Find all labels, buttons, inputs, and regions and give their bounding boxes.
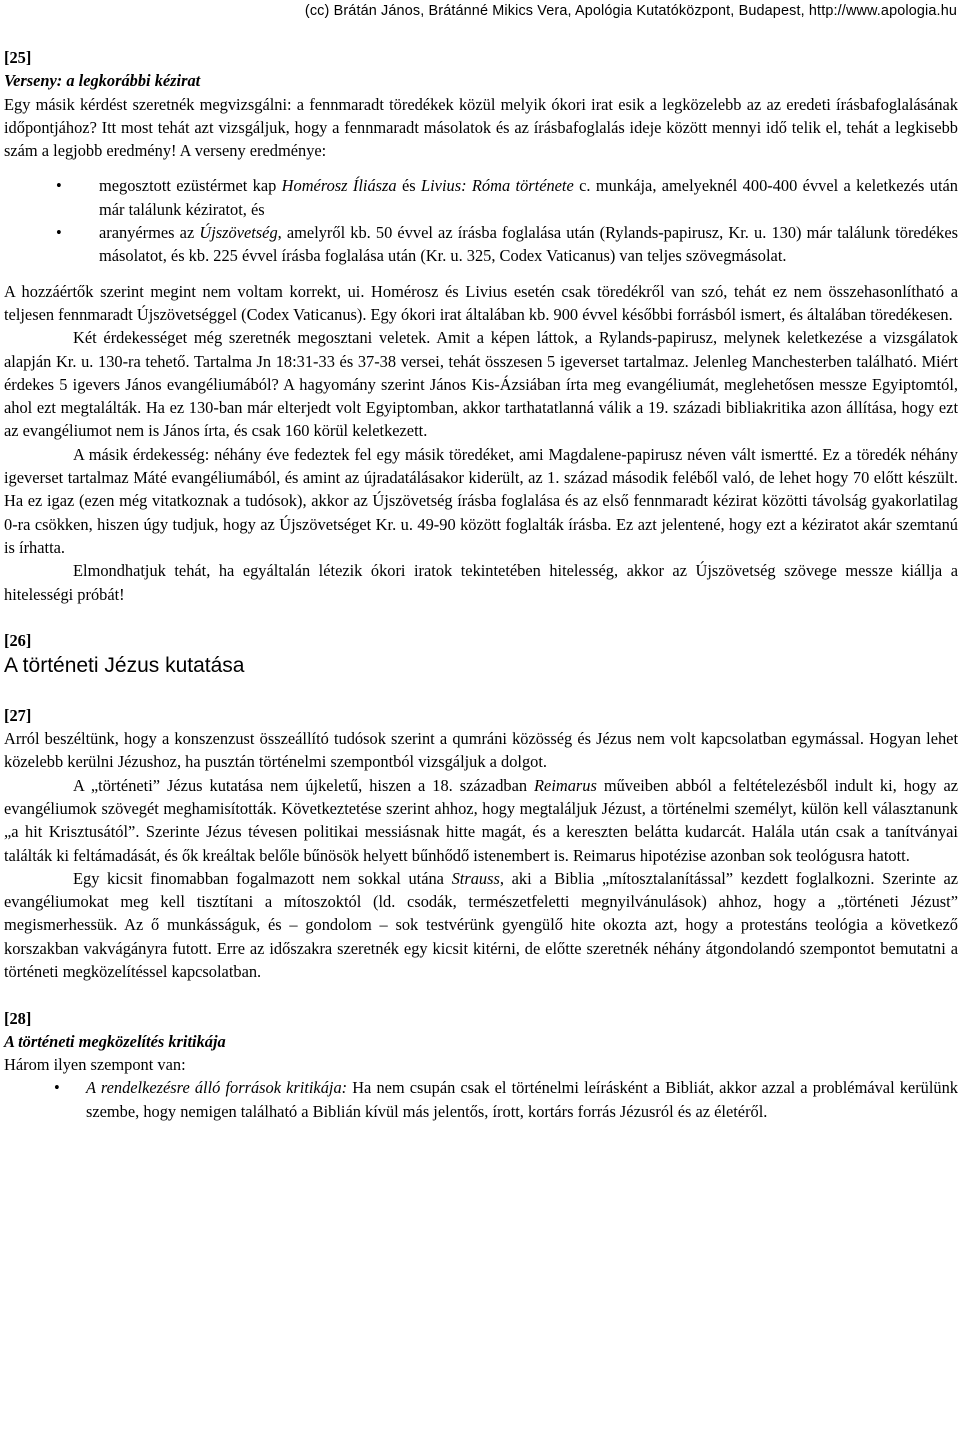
document-body [4, 46, 958, 1123]
paragraph: A másik érdekesség: néhány éve fedeztek fel egy másik töredéket, ami Magdalene-papirusz néven vált ismertté. Ez a töredék néhány igeverset tartalmaz Máté evangéliumából, és amint az újradatálásakor kiderült, az 1. század második feléből való, de lehet hogy 70 előtt készült. Ha ez igaz (ezen még vitatkoznak a tudósok), akkor az Újszövetség írásba foglalása és az első fennmaradt kézirat közötti távolság gyakorlatilag 0-ra csökken, hiszen úgy tudjuk, hogy az Újszövetséget Kr. u. 49-90 között foglalták írásba. Ez azt jelentené, hogy ezt a kéziratot akár szemtanú is írhatta. [4, 444, 958, 557]
section-number-28: [28] [4, 1008, 32, 1028]
section-number-26: [26] [4, 631, 32, 651]
page-header: (cc) Brátán János, Brátánné Mikics Vera, Apológia Kutatóközpont, Budapest, http://www.apologia.hu [304, 3, 957, 19]
medal-list [4, 174, 958, 267]
bullet-icon: • [56, 176, 62, 196]
paragraph: Elmondhatjuk tehát, ha egyáltalán létezik ókori iratok tekintetében hitelesség, akkor az Újszövetség szövege messze kiállja a hitelességi próbát! [4, 561, 958, 604]
section-25-intro: Egy másik kérdést szeretnék megvizsgálni: a fennmaradt töredékek közül melyik ókori irat esik a legközelebb az az eredeti írásbafoglalásának időpontjához? Itt most tehát azt vizsgáljuk, hogy a fennmaradt másolatok és az írásbafoglalás ideje között mennyi idő telik el, tehát a legkisebb szám a legjobb eredmény! A verseny eredménye: [4, 94, 958, 161]
section-title-26: A történeti Jézus kutatása [4, 654, 245, 678]
list-item: • A rendelkezésre álló források kritikája: Ha nem csupán csak el történelmi leírásként a Bibliát, akkor azzal a problémával kerülünk szembe, hogy nemigen található a Biblián kívül más jelentős, írott, kortárs forrás Jézusról és az életéről. [54, 1078, 958, 1121]
bullet-icon: • [56, 223, 62, 243]
paragraph: A „történeti” Jézus kutatása nem újkeletű, hiszen a 18. században Reimarus műveiben abból a feltételezésből indult ki, hogy az evangéliumok szövegét meghamisították. Következtetése szerint ahhoz, hogy megtaláljuk Jézust, a történelmi személyt, külön kell választanunk „a hit Krisztusától”. Szerinte Jézus tévesen politikai messiásnak hitte magát, és a kereszten belátta kudarcát. Halála után csak a tanítványai találták ki feltámadását, és ők kreáltak belőle bűnösök helyett bűnhődő istenembert is. Reimarus hipotézise azonban sok teológusra hatott. [4, 775, 958, 865]
section-28-intro: Három ilyen szempont van: [4, 1055, 186, 1075]
bullet-icon: • [54, 1078, 60, 1098]
section-title-25: Verseny: a legkorábbi kézirat [4, 71, 201, 91]
criteria-list [4, 1076, 958, 1123]
paragraph: Két érdekességet még szeretnék megosztani veletek. Amit a képen láttok, a Rylands-papirusz, melynek keletkezése a vizsgálatok alapján Kr. u. 130-ra tehető. Tartalma Jn 18:31-33 és 37-38 versei, tehát összesen 5 igeverset tartalmaz. Jelenleg Manchesterben található. Miért érdekes 5 igevers János evangéliumából? A hagyomány szerint János Kis-Ázsiában írta meg evangéliumát, meglehetősen messze Egyiptomtól, ahol ezt megtalálták. Ha ez 130-ban már elterjedt volt Egyiptomban, akkor tarthatatlanná válik a 19. századi bibliakritika azon állítása, hogy ezt az evangéliumot nem is János írta, és csak 160 körül keletkezett. [4, 328, 958, 441]
paragraph: Arról beszéltünk, hogy a konszenzust összeállító tudósok szerint a qumráni közösség és Jézus nem volt kapcsolatban egymással. Hogyan lehet közelebb kerülni Jézushoz, ha pusztán történelmi szempontból vizsgáljuk a dolgot. [4, 729, 958, 772]
section-title-28: A történeti megközelítés kritikája [4, 1031, 226, 1051]
paragraph: A hozzáértők szerint megint nem voltam korrekt, ui. Homérosz és Livius esetén csak töredékről van szó, tehát ez nem összehasonlítható a teljesen fennmaradt Újszövetséggel (Codex Vaticanus). Egy ókori irat általában kb. 900 évvel későbbi forrásból ismert, és általában töredékesen. [4, 281, 958, 324]
list-item: • aranyérmes az Újszövetség, amelyről kb. 50 évvel az írásba foglalása után (Rylands-papirusz, Kr. u. 130) már találunk töredékes másolatot, és kb. 225 évvel írásba foglalása után (Kr. u. 325, Codex Vaticanus) van teljes szövegmásolat. [56, 223, 958, 266]
section-number-25: [25] [4, 48, 32, 67]
list-item: • megosztott ezüstérmet kap Homérosz Íliásza és Livius: Róma története c. munkája, amelyeknél 400-400 évvel a keletkezés után már találunk kéziratot, és [56, 176, 959, 219]
paragraph: Egy kicsit finomabban fogalmazott nem sokkal utána Strauss, aki a Biblia „mítosztalanítással” kezdett foglalkozni. Szerinte az evangéliumokat meg kell tisztítani a mítoszoktól (ld. csodák, természetfeletti megnyilvánulások) ahhoz, hogy a „történeti Jézust” megismerhessük. Az ő munkásságuk, és – gondolom – sok testvérünk gyengülő hite okozta azt, hogy a protestáns teológia a következő korszakban vakvágányra futott. Erre az időszakra szeretnék egy kicsit kitérni, de előtte szeretnék néhány átgondolandó szempontot bemutatni a történeti megközelítéssel kapcsolatban. [4, 868, 959, 981]
section-number-27: [27] [4, 705, 32, 725]
